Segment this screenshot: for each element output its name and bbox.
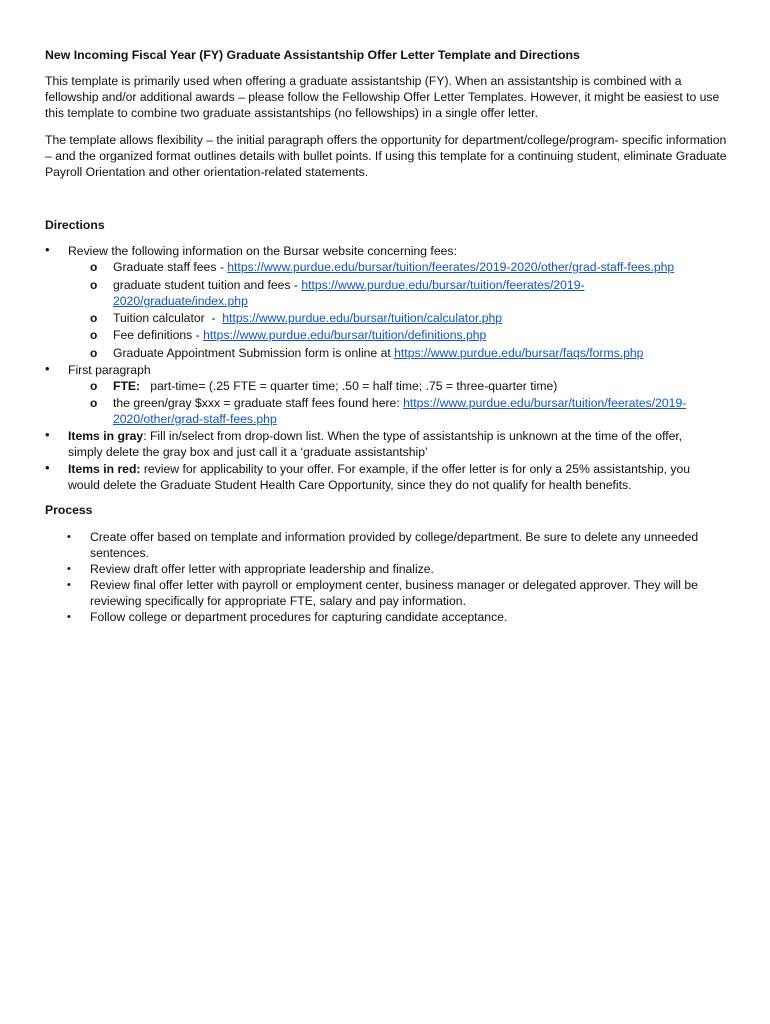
fee-link-item	[113, 310, 723, 326]
bullet-icon: •	[67, 531, 71, 543]
fee-link-item	[113, 259, 723, 275]
fte-text: part-time= (.25 FTE = quarter time; .50 = half time; .75 = three-quarter time)	[140, 379, 558, 393]
bullet-icon: •	[67, 563, 71, 575]
sub-bullet-icon: o	[90, 311, 98, 325]
directions-item-4	[68, 461, 723, 493]
fee-link-label: Graduate Appointment Submission form is online at	[113, 346, 395, 360]
bullet-icon: •	[45, 361, 50, 376]
sub-bullet-icon: o	[90, 278, 98, 292]
fee-link-label: Graduate staff fees -	[113, 260, 228, 274]
staff-fees-text: the green/gray $xxx = graduate staff fees found here:	[113, 396, 404, 410]
fee-link-item	[113, 277, 613, 309]
directions-item-1-text: Review the following information on the Bursar website concerning fees:	[68, 244, 457, 258]
bullet-icon: •	[67, 579, 71, 591]
sub-bullet-icon: o	[90, 396, 98, 410]
directions-heading: Directions	[45, 218, 105, 232]
items-in-gray-text: : Fill in/select from drop-down list. When the type of assistantship is unknown at the time of the offer, simply delete the gray box and just call it a ‘graduate assistantship’	[68, 429, 683, 460]
fee-link-label: Fee definitions -	[113, 328, 204, 342]
intro-paragraph-1: This template is primarily used when offering a graduate assistantship (FY). When an assistantship is combined with a fellowship and/or additional awards – please follow the Fellowship Offer Letter Templates. However, it might be easiest to use this template to combine two graduate assistantships (no fellowships) in a single offer letter.	[45, 74, 720, 121]
document-title: New Incoming Fiscal Year (FY) Graduate Assistantship Offer Letter Template and Directions	[45, 48, 580, 62]
process-item: Review draft offer letter with appropriate leadership and finalize.	[90, 562, 434, 576]
fte-item	[113, 378, 723, 394]
grad-staff-fees-link-2[interactable]: https://www.purdue.edu/bursar/tuition/feerates/2019-2020/other/grad-staff-fees.php	[113, 396, 687, 427]
bullet-icon: •	[67, 611, 71, 623]
grad-staff-fees-link[interactable]: https://www.purdue.edu/bursar/tuition/feerates/2019-2020/other/grad-staff-fees.php	[227, 260, 675, 274]
process-item: Review final offer letter with payroll or employment center, business manager or delegated approver. They will be reviewing specifically for appropriate FTE, salary and pay information.	[90, 578, 698, 609]
sub-bullet-icon: o	[90, 346, 98, 360]
directions-item-2-text: First paragraph	[68, 363, 151, 377]
items-in-gray-label: Items in gray	[68, 429, 144, 443]
fee-link-item	[113, 345, 723, 361]
sub-bullet-icon: o	[90, 260, 98, 274]
items-in-red-label: Items in red:	[68, 462, 141, 476]
sub-bullet-icon: o	[90, 328, 98, 342]
fee-link-item	[113, 327, 723, 343]
directions-item-3	[68, 428, 718, 460]
bullet-icon: •	[45, 427, 50, 442]
bullet-icon: •	[45, 242, 50, 257]
intro-paragraph-2: The template allows flexibility – the initial paragraph offers the opportunity for department/college/program- specific information – and the organized format outlines details with bullet points. If using this template for a continuing student, eliminate Graduate Payroll Orientation and other orientation-related statements.	[45, 133, 727, 180]
items-in-red-text: review for applicability to your offer. For example, if the offer letter is for only a 25% assistantship, you would delete the Graduate Student Health Care Opportunity, since they do not qualify for health benefits.	[68, 462, 691, 493]
fee-link-label: graduate student tuition and fees -	[113, 278, 302, 292]
appointment-form-link[interactable]: https://www.purdue.edu/bursar/faqs/forms.php	[394, 346, 644, 360]
staff-fees-item	[113, 395, 713, 427]
fee-link-label: Tuition calculator -	[113, 311, 223, 325]
fte-label: FTE:	[113, 379, 141, 393]
bullet-icon: •	[45, 460, 50, 475]
process-item: Follow college or department procedures for capturing candidate acceptance.	[90, 610, 508, 624]
process-heading: Process	[45, 503, 93, 517]
sub-bullet-icon: o	[90, 379, 98, 393]
process-item: Create offer based on template and information provided by college/department. Be sure to delete any unneeded sentences.	[90, 530, 699, 561]
grad-tuition-fees-link[interactable]: https://www.purdue.edu/bursar/tuition/feerates/2019-2020/graduate/index.php	[113, 278, 585, 309]
tuition-calculator-link[interactable]: https://www.purdue.edu/bursar/tuition/calculator.php	[222, 311, 503, 325]
fee-definitions-link[interactable]: https://www.purdue.edu/bursar/tuition/definitions.php	[203, 328, 487, 342]
